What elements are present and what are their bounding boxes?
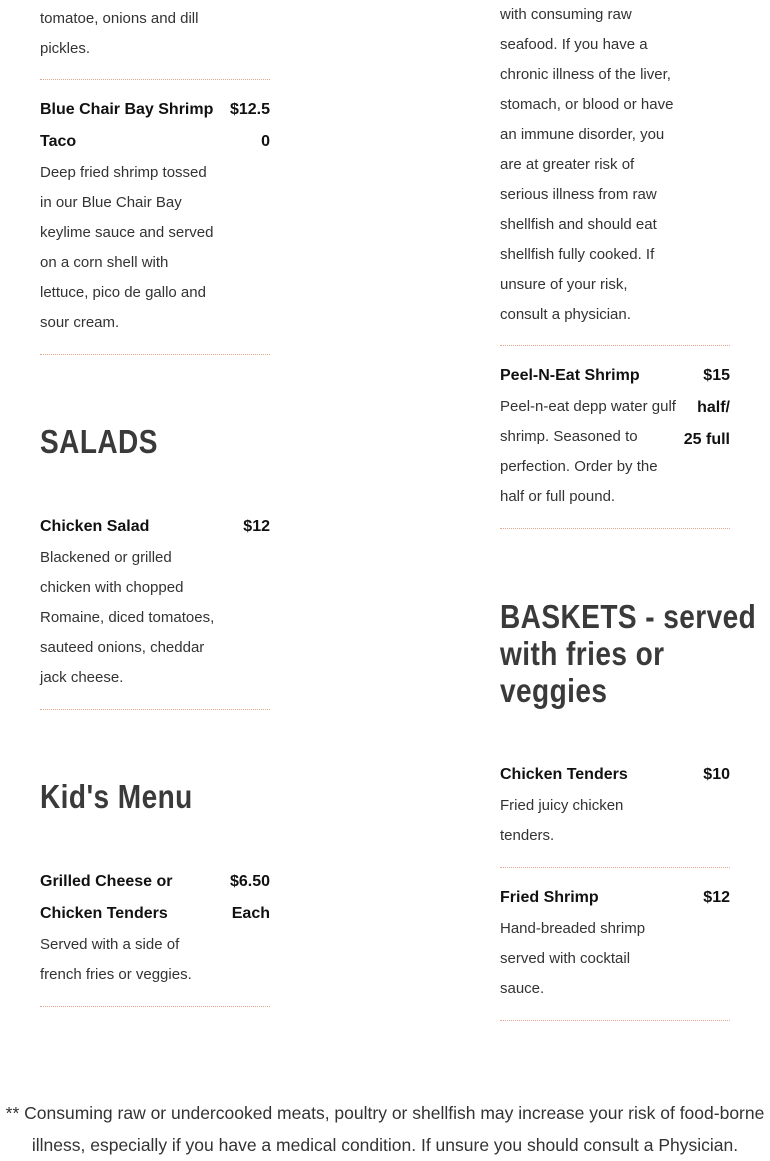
menu-item-name-chicken-salad: Chicken Salad <box>40 518 150 535</box>
divider <box>500 867 730 868</box>
divider <box>500 528 730 529</box>
menu-item-name-chicken-tenders: Chicken Tenders <box>500 766 628 783</box>
menu-item-price-peel-n-eat-shrimp: $15 half/ 25 full <box>683 367 730 448</box>
disclaimer-line: ** Consuming raw or undercooked meats, poultry or shellfish may increase your risk of food-borne <box>5 1103 765 1123</box>
section-title-kids-menu: Kid's Menu <box>40 778 193 815</box>
desc-line: pickles. <box>40 40 91 57</box>
divider <box>40 709 270 710</box>
item-description-continued <box>40 4 230 64</box>
raw-seafood-warning-desc: with consuming raw seafood. If you have a chronic illness of the liver, stomach, or blood or have an immune disorder, you are at greater risk of serious illness from raw shellfish and should eat shellfish fully cooked. If unsure of your risk, consult a physician. <box>500 6 674 323</box>
divider <box>40 354 270 355</box>
menu-item-desc-chicken-salad: Blackened or grilled chicken with chopped Romaine, diced tomatoes, sauteed onions, cheddar jack cheese. <box>40 549 215 686</box>
menu-item-desc-fried-shrimp: Hand-breaded shrimp served with cocktail sauce. <box>500 920 646 997</box>
menu-item-price-kids: $6.50 Each <box>229 873 270 922</box>
divider <box>500 1020 730 1021</box>
desc-line: tomatoe, onions and dill <box>40 10 199 27</box>
menu-item-name-shrimp-taco: Blue Chair Bay Shrimp Taco <box>40 101 214 150</box>
section-title-salads: SALADS <box>40 423 158 460</box>
divider <box>40 79 270 80</box>
menu-item-price-chicken-salad: $12 <box>243 518 270 535</box>
menu-item-price-chicken-tenders: $10 <box>703 766 730 783</box>
menu-item-desc-peel-n-eat-shrimp: Peel-n-eat depp water gulf shrimp. Seasoned to perfection. Order by the half or full pound. <box>500 398 676 505</box>
menu-item-desc-shrimp-taco: Deep fried shrimp tossed in our Blue Chair Bay keylime sauce and served on a corn shell with lettuce, pico de gallo and sour cream. <box>40 164 214 331</box>
footer-disclaimer <box>0 1097 770 1161</box>
menu-item-name-kids: Grilled Cheese or Chicken Tenders <box>40 873 173 922</box>
menu-item-desc-kids: Served with a side of french fries or veggies. <box>40 936 192 983</box>
section-title-baskets: BASKETS - served with fries or veggies <box>500 598 757 709</box>
menu-item-price-shrimp-taco: $12.5 0 <box>229 101 270 150</box>
menu-item-desc-chicken-tenders: Fried juicy chicken tenders. <box>500 797 624 844</box>
menu-item-name-peel-n-eat-shrimp: Peel-N-Eat Shrimp <box>500 367 640 384</box>
disclaimer-line: illness, especially if you have a medical condition. If unsure you should consult a Physician. <box>31 1135 739 1155</box>
divider <box>40 1006 270 1007</box>
divider <box>500 345 730 346</box>
menu-item-price-fried-shrimp: $12 <box>703 889 730 906</box>
menu-item-name-fried-shrimp: Fried Shrimp <box>500 889 599 906</box>
